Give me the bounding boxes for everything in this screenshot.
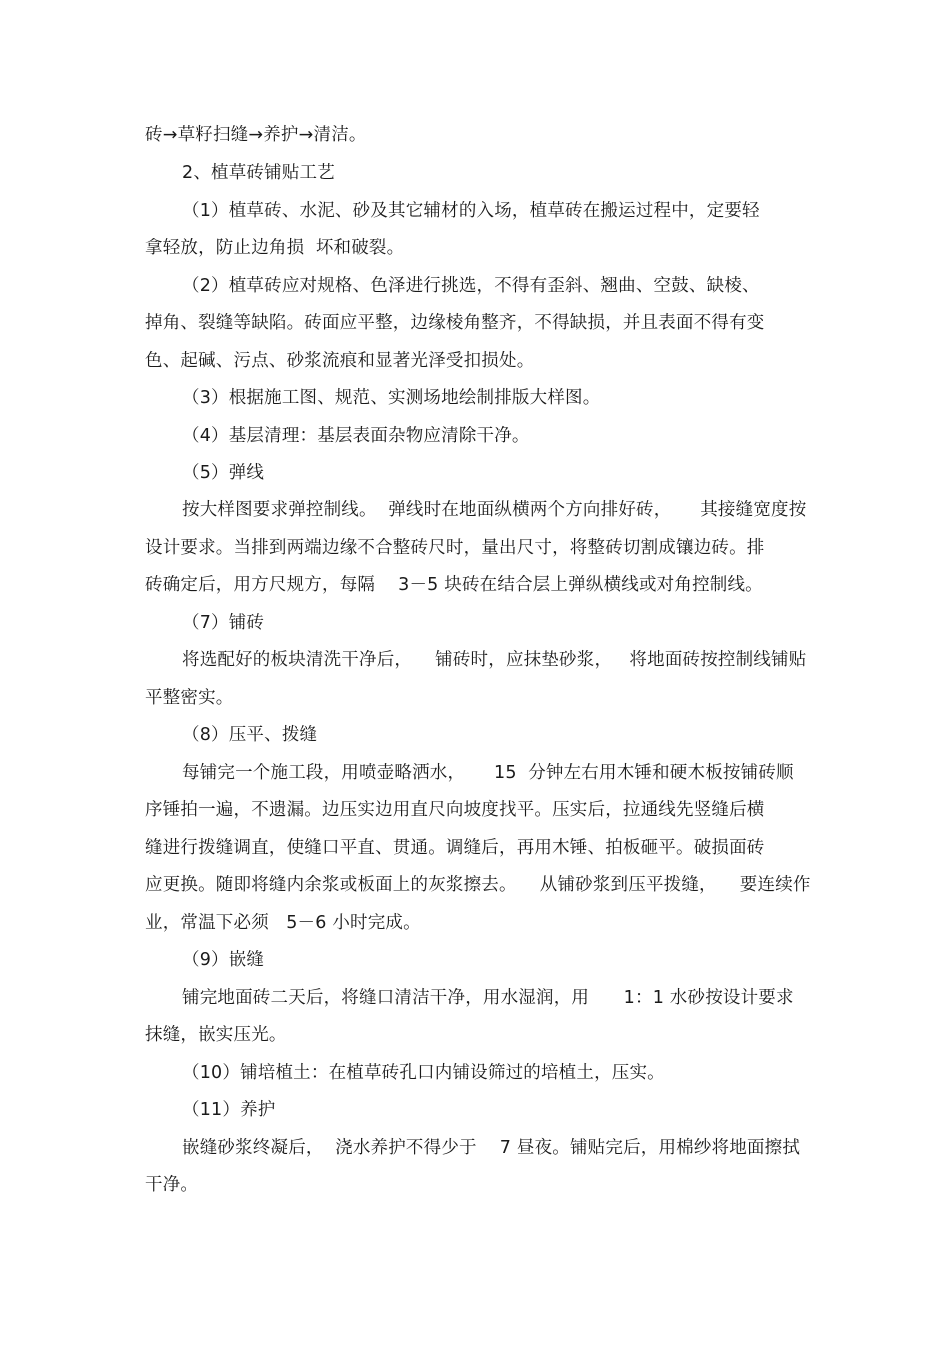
- text-line: 按大样图要求弹控制线。 弹线时在地面纵横两个方向排好砖， 其接缝宽度按: [182, 500, 807, 520]
- text-line: （3）根据施工图、规范、实测场地绘制排版大样图。: [182, 388, 601, 408]
- text-line: 嵌缝砂浆终凝后， 浇水养护不得少于 7 昼夜。铺贴完后，用棉纱将地面擦拭: [182, 1138, 801, 1158]
- text-line: （1）植草砖、水泥、砂及其它辅材的入场，植草砖在搬运过程中，定要轻: [182, 201, 760, 221]
- text-line: 缝进行拨缝调直，使缝口平直、贯通。调缝后，再用木锤、拍板砸平。破损面砖: [145, 838, 765, 858]
- subsection-heading: （11）养护: [182, 1100, 276, 1120]
- text-line: 业，常温下必须 5－6 小时完成。: [145, 913, 421, 933]
- subsection-heading: （9）嵌缝: [182, 950, 265, 970]
- text-line: 将选配好的板块清洗干净后， 铺砖时，应抹垫砂浆， 将地面砖按控制线铺贴: [182, 650, 807, 670]
- subsection-heading: （8）压平、拨缝: [182, 725, 318, 745]
- text-line: （10）铺培植土：在植草砖孔口内铺设筛过的培植土，压实。: [182, 1063, 665, 1083]
- text-line: 砖→草籽扫缝→养护→清洁。: [145, 125, 367, 145]
- text-line: 干净。: [145, 1175, 199, 1195]
- text-line: 序锤拍一遍，不遗漏。边压实边用直尺向坡度找平。压实后，拉通线先竖缝后横: [145, 800, 765, 820]
- text-line: 拿轻放，防止边角损 坏和破裂。: [145, 238, 405, 258]
- subsection-heading: （7）铺砖: [182, 613, 265, 633]
- text-line: 设计要求。当排到两端边缘不合整砖尺时，量出尺寸，将整砖切割成镶边砖。排: [145, 538, 765, 558]
- section-heading: 2、植草砖铺贴工艺: [182, 163, 335, 183]
- text-line: 每铺完一个施工段，用喷壶略洒水， 15 分钟左右用木锤和硬木板按铺砖顺: [182, 763, 794, 783]
- text-line: 色、起碱、污点、砂浆流痕和显著光泽受扣损处。: [145, 351, 535, 371]
- text-line: 抹缝，嵌实压光。: [145, 1025, 287, 1045]
- text-line: 平整密实。: [145, 688, 234, 708]
- text-line: 掉角、裂缝等缺陷。砖面应平整，边缘棱角整齐，不得缺损，并且表面不得有变: [145, 313, 765, 333]
- text-line: 砖确定后，用方尺规方，每隔 3－5 块砖在结合层上弹纵横线或对角控制线。: [145, 575, 763, 595]
- text-line: 应更换。随即将缝内余浆或板面上的灰浆擦去。 从铺砂浆到压平拨缝， 要连续作: [145, 875, 811, 895]
- text-line: （2）植草砖应对规格、色泽进行挑选，不得有歪斜、翘曲、空鼓、缺棱、: [182, 276, 760, 296]
- text-line: （4）基层清理：基层表面杂物应清除干净。: [182, 426, 530, 446]
- text-line: 铺完地面砖二天后，将缝口清洁干净，用水湿润，用 1：1 水砂按设计要求: [182, 988, 794, 1008]
- subsection-heading: （5）弹线: [182, 463, 265, 483]
